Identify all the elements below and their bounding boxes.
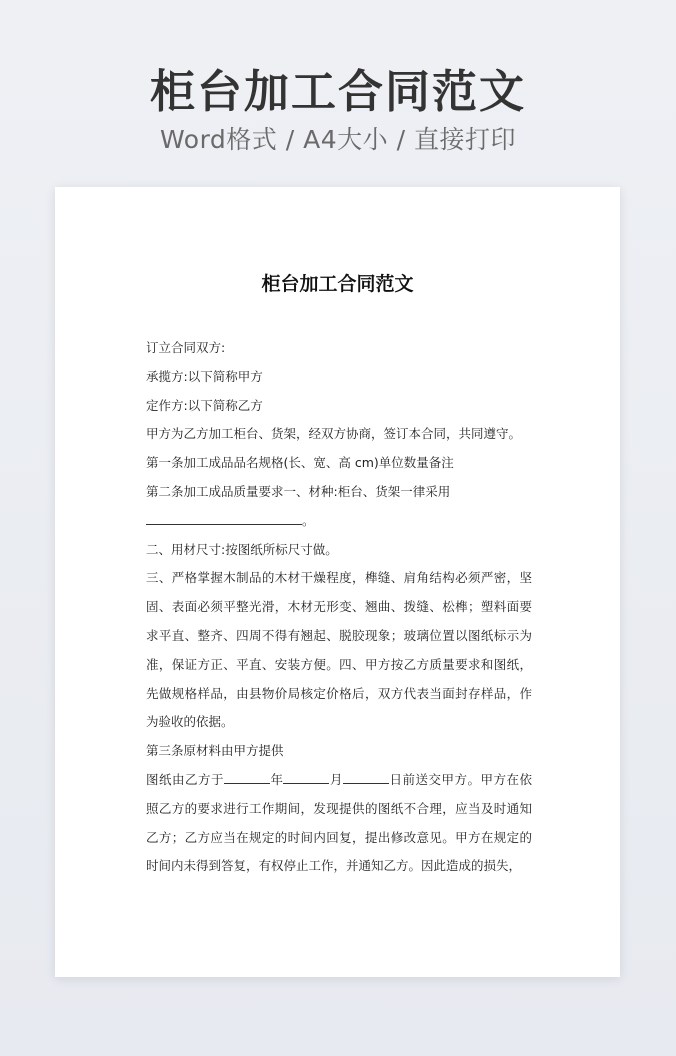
fill-in-blank (146, 510, 302, 525)
fill-in-blank-day (343, 769, 389, 784)
page-subtitle: Word格式 / A4大小 / 直接打印 (160, 125, 516, 154)
fill-in-blank-year (224, 769, 270, 784)
paragraph-intro: 甲方为乙方加工柜台、货架，经双方协商，签订本合同，共同遵守。 (146, 426, 522, 442)
paragraph-quality: 三、严格掌握木制品的木材干燥程度，榫缝、肩角结构必须严密，坚固、表面必须平整光滑，木材无形变、翘曲、拨缝、松榫；塑料面要求平直、整齐、四周不得有翘起、脱胶现象；玻璃位置以图纸标示为准，保证方正、平直、安装方便。四、甲方按乙方质量要求和图纸，先做规格样品，由县物价局核定价格后，双方代表当面封存样品，作为验收的依据。 (146, 570, 532, 730)
paragraph-drawings: 图纸由乙方于 年 月 日前送交甲方。甲方在依照乙方的要求进行工作期间，发现提供的图纸不合理，应当及时通知乙方；乙方应当在规定的时间内回复，提出修改意见。甲方在规定的时间内未得到答复，有权停止工作，并通知乙方。因此造成的损失， (146, 766, 532, 881)
fill-in-blank-month (283, 769, 329, 784)
document-preview (55, 187, 620, 977)
paragraph-article-1: 第一条加工成品品名规格(长、宽、高 cm)单位数量备注 (146, 455, 454, 471)
paragraph-material-blank: 。 (146, 507, 532, 536)
paragraph-party-b: 定作方:以下简称乙方 (146, 397, 263, 413)
paragraph-party-a: 承揽方:以下简称甲方 (146, 368, 263, 384)
document-body (146, 334, 532, 881)
page-header (0, 62, 676, 158)
paragraph-dimensions: 二、用材尺寸:按图纸所标尺寸做。 (146, 541, 338, 557)
document-title: 柜台加工合同范文 (261, 273, 414, 295)
paragraph-article-3: 第三条原材料由甲方提供 (146, 743, 284, 759)
paragraph-parties: 订立合同双方: (146, 340, 226, 355)
page-title: 柜台加工合同范文 (149, 65, 526, 118)
paragraph-article-2: 第二条加工成品质量要求一、材种:柜台、货架一律采用 (146, 483, 451, 499)
